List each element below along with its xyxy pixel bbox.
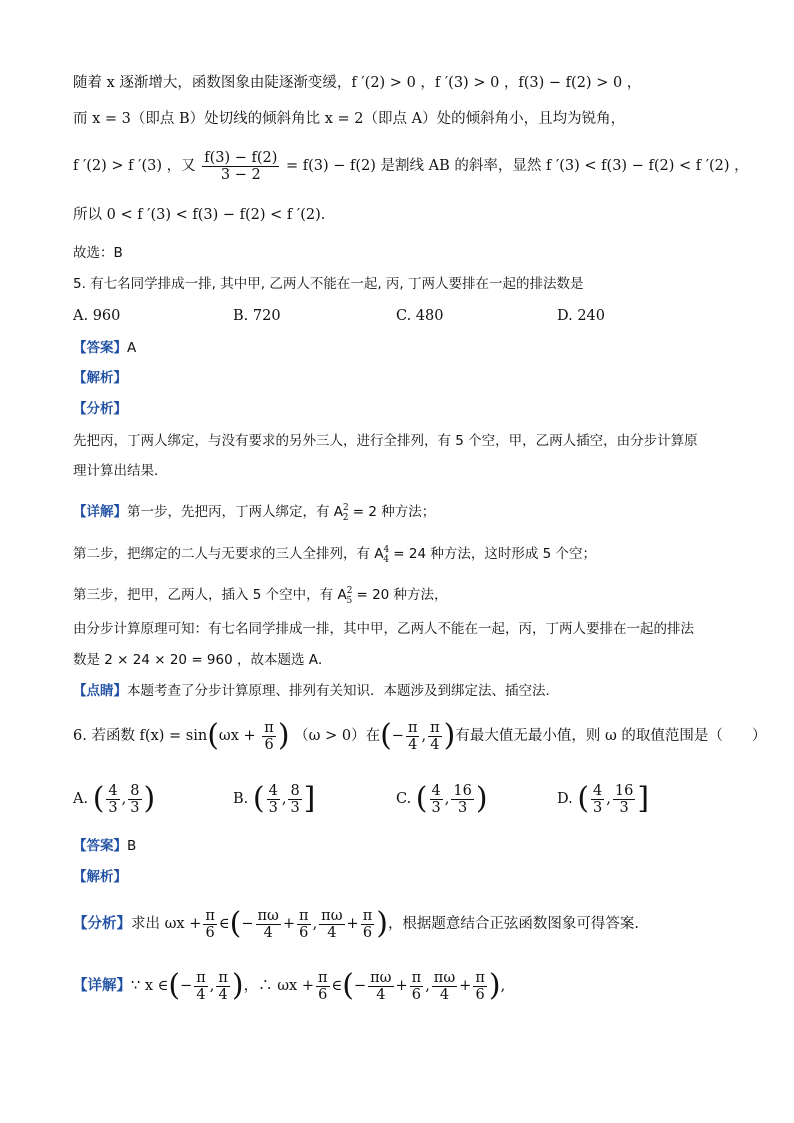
jiexi-tag: 【解析】 [73, 869, 127, 885]
step-2-result: = 24 种方法，这时形成 5 个空； [389, 545, 597, 562]
q5-fenxi-line-1: 先把丙，丁两人绑定，与没有要求的另外三人，进行全排列，有 5 个空，甲，乙两人插空，由分步计算原 [73, 433, 698, 449]
step-3-text: 第三步，把甲，乙两人，插入 5 个空中，有 A [73, 586, 347, 603]
q5-summary-line-1: 由分步计算原理可知：有七名同学排成一排，其中甲，乙两人不能在一起，丙，丁两人要排在一起的排法 [73, 621, 694, 637]
q5-answer-line [73, 338, 136, 358]
solution-line-3-b: = f(3) − f(2) 是割线 AB 的斜率，显然 f ′(3) < f(3) − f(2) < f ′(2) ， [286, 158, 749, 174]
q6-xiangjie-line: 【详解】∵ x ∈(− $\frac{\pi}{4}$ , $\frac{\pi}{4}$ )，∴ ωx + $\frac{\pi}{6}$ ∈(− $\frac{\pi\omega}{4}$ + $\frac{\pi}{6}$ , $\frac{\pi\omega}{4}$ + $\frac{\pi}{6}$ ), [73, 968, 506, 1003]
solution-line-1: 随着 x 逐渐增大，函数图象由陡逐渐变缓，f ′(2) > 0 ，f ′(3) > 0 ，f(3) − f(2) > 0 ， [73, 75, 642, 91]
q5-fenxi-line-2: 理计算出结果． [73, 463, 168, 479]
q6-option-c: C. ( $\frac{4}{3}$ , $\frac{16}{3}$ ) [396, 781, 488, 816]
q5-option-b: B. 720 [233, 308, 281, 324]
slope-denominator: 3 − 2 [220, 166, 261, 183]
xiangjie-tag: 【详解】 [73, 503, 127, 520]
solution-line-3 [73, 148, 749, 184]
q6-option-d: D. ( $\frac{4}{3}$ , $\frac{16}{3}$ ] [557, 781, 650, 816]
q6-stem-c: 有最大值无最小值，则 ω 的取值范围是（ ） [455, 728, 767, 744]
fenxi-tag: 【分析】 [73, 401, 127, 417]
q5-dianjing-line [73, 681, 559, 701]
q5-option-c: C. 480 [396, 308, 444, 324]
q5-option-d: D. 240 [557, 308, 606, 324]
q5-step-1: 【详解】第一步，先把丙，丁两人绑定，有 $A^2_2 = 2$ 种方法； [73, 503, 436, 523]
q5-option-a: A. 960 [73, 308, 121, 324]
solution-line-2: 而 x = 3（即点 B）处切线的倾斜角比 x = 2（即点 A）处的倾斜角小，且均为锐角， [73, 111, 626, 127]
dianjing-tag: 【点睛】 [73, 683, 127, 699]
answer-choice-line: 故选：B [73, 245, 123, 261]
answer-value: B [127, 838, 137, 854]
step-2-text: 第二步，把绑定的二人与无要求的三人全排列，有 A [73, 545, 384, 562]
answer-tag: 【答案】 [73, 340, 127, 356]
fenxi-tag: 【分析】 [73, 915, 131, 932]
slope-numerator: f(3) − f(2) [204, 149, 278, 166]
jiexi-tag: 【解析】 [73, 370, 127, 386]
q6-stem-b: （ω > 0）在 [294, 728, 381, 744]
q6-option-b: B. ( $\frac{4}{3}$ , $\frac{8}{3}$ ] [233, 781, 316, 816]
answer-value: A [127, 340, 137, 356]
answer-tag: 【答案】 [73, 838, 127, 854]
dianjing-text: 本题考查了分步计算原理、排列有关知识．本题涉及到绑定法、插空法． [127, 683, 559, 699]
question-5-stem: 5. 有七名同学排成一排, 其中甲, 乙两人不能在一起, 丙, 丁两人要排在一起的排法数是 [73, 276, 584, 292]
q6-option-a: A. ( $\frac{4}{3}$ , $\frac{8}{3}$ ) [73, 781, 156, 816]
q5-step-2: 第二步，把绑定的二人与无要求的三人全排列，有 $A^4_4 = 24$ 种方法，这时形成 5 个空； [73, 545, 597, 565]
q6-answer-line [73, 836, 136, 856]
solution-line-3-a: f ′(2) > f ′(3) ，又 [73, 158, 196, 174]
q5-summary-line-2: 数是 2 × 24 × 20 = 960 ，故本题选 A． [73, 652, 332, 668]
q6-stem-a: 6. 若函数 f(x) = sin [73, 728, 208, 744]
step-1-result: = 2 种方法； [348, 503, 436, 520]
xiangjie-tag: 【详解】 [73, 977, 131, 994]
step-3-result: = 20 种方法， [352, 586, 448, 603]
solution-line-4: 所以 0 < f ′(3) < f(3) − f(2) < f ′(2). [73, 207, 326, 223]
question-6-stem: 6. 若函数 f(x) = sin(ωx + $\frac{\pi}{6}$ ) （ω > 0）在(− $\frac{\pi}{4}$ , $\frac{\pi}{4}$ )有最大值无最小值，则 ω 的取值范围是（ ） [73, 718, 767, 753]
slope-fraction [202, 150, 279, 183]
q5-step-3: 第三步，把甲，乙两人，插入 5 个空中，有 $A^2_5 = 20$ 种方法， [73, 586, 448, 606]
step-1-text: 第一步，先把丙，丁两人绑定，有 A [127, 503, 344, 520]
q6-fenxi-line: 【分析】求出 ωx + $\frac{\pi}{6}$ ∈(− $\frac{\pi\omega}{4}$ + $\frac{\pi}{6}$ , $\frac{\pi\omega}{4}$ + $\frac{\pi}{6}$ )，根据题意结合正弦函数图象可得答案. [73, 906, 640, 941]
